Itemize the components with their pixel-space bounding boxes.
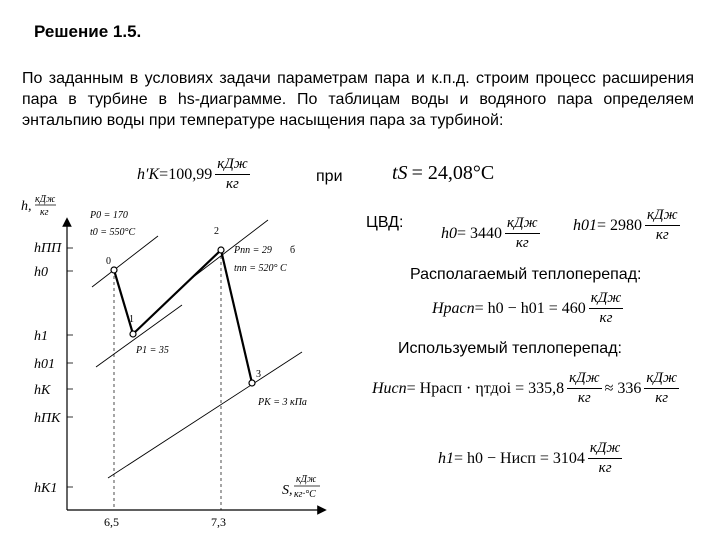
y-tick-h0: h0 bbox=[34, 265, 48, 280]
formula-hisp-approx: ≈ 336 bbox=[604, 379, 642, 397]
formula-h1-num: кДж bbox=[588, 440, 623, 459]
formula-h0-den: кг bbox=[515, 235, 529, 251]
formula-ts-eq: = 24,08°C bbox=[411, 162, 495, 184]
formula-hrasp-num: кДж bbox=[589, 290, 624, 309]
formula-hisp-eq: = Hрасп · ηтдoi = 335,8 bbox=[406, 379, 565, 397]
available-drop-label: Располагаемый теплоперепад: bbox=[410, 266, 642, 283]
formula-h1-eq: = h0 − Hисп = 3104 bbox=[454, 449, 585, 467]
formula-hrasp-eq: = h0 − h01 = 460 bbox=[474, 299, 586, 317]
formula-hk-num: кДж bbox=[215, 156, 250, 175]
y-tick-hpk: hПК bbox=[34, 411, 61, 426]
used-drop-label: Используемый теплоперепад: bbox=[398, 340, 622, 357]
formula-hisp-num2: кДж bbox=[644, 370, 679, 389]
formula-h1-den: кг bbox=[598, 460, 612, 476]
pk-label: PK = 3 кПа bbox=[258, 397, 307, 408]
isobar-p0 bbox=[92, 236, 158, 287]
formula-h1-lhs: h1 bbox=[438, 449, 454, 467]
y-tick-h1: h1 bbox=[34, 329, 48, 344]
p1-label: P1 = 35 bbox=[136, 345, 169, 356]
y-unit-num: кДж bbox=[35, 194, 56, 205]
formula-hk-eq: =100,99 bbox=[159, 165, 213, 183]
formula-h0-num: кДж bbox=[505, 215, 540, 234]
formula-h0-eq: = 3440 bbox=[457, 224, 503, 242]
isobar-p1 bbox=[96, 305, 182, 367]
formula-hrasp-lhs: Hрасп bbox=[432, 299, 475, 317]
ppp-label: Pпп = 29 bbox=[234, 245, 272, 256]
formula-hisp-num: кДж bbox=[567, 370, 602, 389]
formula-hisp-den2: кг bbox=[655, 390, 669, 406]
y-tick-h01: h01 bbox=[34, 357, 55, 372]
x-unit-den: кг·°C bbox=[294, 489, 316, 500]
x-tick-65: 6,5 bbox=[104, 515, 119, 529]
formula-hrasp-den: кг bbox=[599, 310, 613, 326]
formula-ts-lhs: tS bbox=[392, 162, 408, 184]
y-tick-hk: hK bbox=[34, 383, 51, 398]
formula-hk-den: кг bbox=[226, 176, 239, 192]
y-tick-hk1: hK1 bbox=[34, 481, 58, 496]
y-tick-hpp: hПП bbox=[34, 241, 62, 256]
point-0: 0 bbox=[106, 256, 111, 267]
t0-label: t0 = 550°C bbox=[90, 227, 136, 238]
y-axis-label: h, bbox=[21, 199, 32, 214]
y-unit-den: кг bbox=[40, 207, 49, 218]
x-tick-73: 7,3 bbox=[211, 515, 226, 529]
pri-label: при bbox=[316, 168, 343, 185]
problem-paragraph: По заданным в условиях задачи параметрам пара и к.п.д. строим процесс расширения пара в турбине в hs-диаграмме. По таблицам воды и водяного пара определяем энтальпию воды при температуре насыщения пара за турбиной: bbox=[22, 70, 694, 129]
cvd-label: ЦВД: bbox=[366, 214, 404, 231]
formula-hisp-den: кг bbox=[577, 390, 591, 406]
formula-hk-lhs: h′K bbox=[137, 165, 160, 183]
formula-h01-den: кг bbox=[655, 227, 669, 243]
point-1: 1 bbox=[129, 314, 134, 325]
slide-title: Решение 1.5. bbox=[34, 22, 142, 41]
point-3: 3 bbox=[256, 369, 261, 380]
b-label: б bbox=[290, 245, 296, 256]
formula-h01-num: кДж bbox=[645, 207, 680, 226]
x-axis-label: S, bbox=[282, 483, 293, 498]
isobar-pk bbox=[108, 352, 302, 478]
point-2: 2 bbox=[214, 226, 219, 237]
x-unit-num: кДж bbox=[296, 474, 317, 485]
formula-h01-lhs: h01 bbox=[573, 216, 597, 234]
formula-h01-eq: = 2980 bbox=[597, 216, 643, 234]
p0-label: P0 = 170 bbox=[90, 210, 128, 221]
formula-h0-lhs: h0 bbox=[441, 224, 457, 242]
process-1-2 bbox=[133, 250, 221, 334]
tpp-label: tпп = 520° C bbox=[234, 263, 287, 274]
formula-hisp-lhs: Hисп bbox=[372, 379, 407, 397]
